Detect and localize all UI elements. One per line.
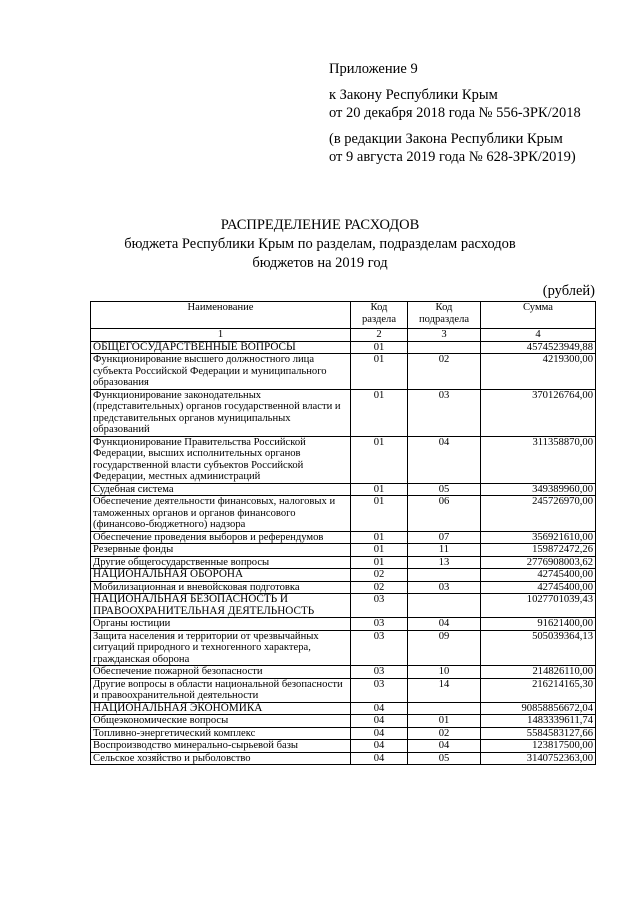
- row-section-code: 02: [351, 581, 408, 594]
- col-number-3: 3: [408, 329, 481, 342]
- table-row: [91, 727, 596, 740]
- table-row: [91, 678, 596, 702]
- row-section-code: 04: [351, 715, 408, 728]
- document-title: [0, 216, 640, 273]
- table-section-row: [91, 594, 596, 618]
- row-sum: 42745400,00: [481, 581, 596, 594]
- row-section-code: 03: [351, 594, 408, 618]
- table-row: [91, 531, 596, 544]
- row-section-code: 03: [351, 678, 408, 702]
- row-subsection-code: 07: [408, 531, 481, 544]
- row-sum: 42745400,00: [481, 569, 596, 582]
- table-row: [91, 740, 596, 753]
- table-row: [91, 556, 596, 569]
- table-row: [91, 544, 596, 557]
- appendix-edition-date: от 9 августа 2019 года № 628-ЗРК/2019): [329, 149, 576, 165]
- table-row: [91, 389, 596, 436]
- row-section-code: 01: [351, 483, 408, 496]
- row-name: Другие общегосударственные вопросы: [91, 556, 351, 569]
- row-section-code: 04: [351, 727, 408, 740]
- row-section-code: 01: [351, 496, 408, 532]
- row-subsection-code: 03: [408, 581, 481, 594]
- appendix-edition-ref: (в редакции Закона Республики Крым: [329, 131, 563, 147]
- row-name: Общеэкономические вопросы: [91, 715, 351, 728]
- table-section-row: [91, 569, 596, 582]
- row-name: Судебная система: [91, 483, 351, 496]
- row-sum: 214826110,00: [481, 666, 596, 679]
- row-subsection-code: 02: [408, 354, 481, 390]
- title-line-2: бюджета Республики Крым по разделам, подразделам расходов: [124, 236, 516, 252]
- row-sum: 4574523949,88: [481, 341, 596, 354]
- table-row: [91, 581, 596, 594]
- table-body: [91, 341, 596, 765]
- row-name: Функционирование высшего должностного лица субъекта Российской Федерации и муниципального образования: [91, 354, 351, 390]
- table-row: [91, 715, 596, 728]
- row-subsection-code: 09: [408, 630, 481, 666]
- row-subsection-code: 13: [408, 556, 481, 569]
- row-name: Органы юстиции: [91, 618, 351, 631]
- row-subsection-code: 11: [408, 544, 481, 557]
- row-subsection-code: [408, 341, 481, 354]
- row-sum: 91621400,00: [481, 618, 596, 631]
- row-name: Топливно-энергетический комплекс: [91, 727, 351, 740]
- row-name: НАЦИОНАЛЬНАЯ БЕЗОПАСНОСТЬ И ПРАВООХРАНИТЕЛЬНАЯ ДЕЯТЕЛЬНОСТЬ: [91, 594, 351, 618]
- row-subsection-code: 14: [408, 678, 481, 702]
- table-row: [91, 666, 596, 679]
- row-name: НАЦИОНАЛЬНАЯ ОБОРОНА: [91, 569, 351, 582]
- row-sum: 1027701039,43: [481, 594, 596, 618]
- row-name: Резервные фонды: [91, 544, 351, 557]
- table-section-row: [91, 341, 596, 354]
- header-sum: Сумма: [481, 302, 596, 329]
- col-number-1: 1: [91, 329, 351, 342]
- row-subsection-code: 04: [408, 618, 481, 631]
- row-subsection-code: 06: [408, 496, 481, 532]
- table-row: [91, 436, 596, 483]
- appendix-law-date: от 20 декабря 2018 года № 556-ЗРК/2018: [329, 105, 581, 121]
- appendix-reference: [329, 60, 581, 166]
- row-name: Функционирование законодательных (представительных) органов государственной власти и представительных органов муниципальных образований: [91, 389, 351, 436]
- row-section-code: 01: [351, 354, 408, 390]
- table-section-row: [91, 702, 596, 715]
- row-name: Сельское хозяйство и рыболовство: [91, 752, 351, 765]
- header-section: Код раздела: [351, 302, 408, 329]
- row-subsection-code: 04: [408, 740, 481, 753]
- row-name: Обеспечение пожарной безопасности: [91, 666, 351, 679]
- row-subsection-code: [408, 594, 481, 618]
- row-sum: 245726970,00: [481, 496, 596, 532]
- row-section-code: 01: [351, 544, 408, 557]
- row-name: Функционирование Правительства Российской Федерации, высших исполнительных органов государственной власти субъектов Российской Федерации, местных администраций: [91, 436, 351, 483]
- row-name: Обеспечение деятельности финансовых, налоговых и таможенных органов и органов финансового (финансово-бюджетного) надзора: [91, 496, 351, 532]
- row-sum: 311358870,00: [481, 436, 596, 483]
- table-row: [91, 354, 596, 390]
- row-name: Воспроизводство минерально-сырьевой базы: [91, 740, 351, 753]
- row-section-code: 02: [351, 569, 408, 582]
- appendix-law-ref: к Закону Республики Крым: [329, 87, 498, 103]
- table-row: [91, 752, 596, 765]
- column-number-row: [91, 329, 596, 342]
- table-row: [91, 618, 596, 631]
- table-header-row: [91, 302, 596, 329]
- table-row: [91, 483, 596, 496]
- header-subsection: Код подраздела: [408, 302, 481, 329]
- row-name: НАЦИОНАЛЬНАЯ ЭКОНОМИКА: [91, 702, 351, 715]
- row-section-code: 01: [351, 389, 408, 436]
- row-section-code: 04: [351, 740, 408, 753]
- title-line-1: РАСПРЕДЕЛЕНИЕ РАСХОДОВ: [220, 217, 420, 233]
- row-sum: 1483339611,74: [481, 715, 596, 728]
- row-sum: 5584583127,66: [481, 727, 596, 740]
- header-name: Наименование: [91, 302, 351, 329]
- col-number-4: 4: [481, 329, 596, 342]
- row-subsection-code: [408, 569, 481, 582]
- row-name: Обеспечение проведения выборов и референдумов: [91, 531, 351, 544]
- row-sum: 505039364,13: [481, 630, 596, 666]
- row-subsection-code: 02: [408, 727, 481, 740]
- row-sum: 370126764,00: [481, 389, 596, 436]
- row-sum: 4219300,00: [481, 354, 596, 390]
- title-line-3: бюджетов на 2019 год: [252, 255, 388, 271]
- table-row: [91, 496, 596, 532]
- row-sum: 216214165,30: [481, 678, 596, 702]
- row-sum: 3140752363,00: [481, 752, 596, 765]
- row-name: ОБЩЕГОСУДАРСТВЕННЫЕ ВОПРОСЫ: [91, 341, 351, 354]
- row-section-code: 01: [351, 531, 408, 544]
- row-section-code: 04: [351, 752, 408, 765]
- budget-table: [90, 301, 596, 765]
- row-section-code: 03: [351, 666, 408, 679]
- row-subsection-code: 01: [408, 715, 481, 728]
- col-number-2: 2: [351, 329, 408, 342]
- row-subsection-code: 05: [408, 752, 481, 765]
- appendix-number: Приложение 9: [329, 61, 418, 77]
- row-name: Другие вопросы в области национальной безопасности и правоохранительной деятельности: [91, 678, 351, 702]
- row-name: Мобилизационная и вневойсковая подготовка: [91, 581, 351, 594]
- row-subsection-code: 05: [408, 483, 481, 496]
- row-section-code: 04: [351, 702, 408, 715]
- row-subsection-code: 04: [408, 436, 481, 483]
- row-section-code: 03: [351, 618, 408, 631]
- units-label: (рублей): [542, 283, 595, 299]
- table-row: [91, 630, 596, 666]
- row-section-code: 01: [351, 341, 408, 354]
- row-section-code: 01: [351, 436, 408, 483]
- row-name: Защита населения и территории от чрезвычайных ситуаций природного и техногенного характера, гражданская оборона: [91, 630, 351, 666]
- row-section-code: 03: [351, 630, 408, 666]
- row-sum: 356921610,00: [481, 531, 596, 544]
- row-sum: 349389960,00: [481, 483, 596, 496]
- row-subsection-code: 10: [408, 666, 481, 679]
- row-sum: 123817500,00: [481, 740, 596, 753]
- row-sum: 159872472,26: [481, 544, 596, 557]
- row-sum: 90858856672,04: [481, 702, 596, 715]
- row-section-code: 01: [351, 556, 408, 569]
- row-subsection-code: [408, 702, 481, 715]
- row-subsection-code: 03: [408, 389, 481, 436]
- row-sum: 2776908003,62: [481, 556, 596, 569]
